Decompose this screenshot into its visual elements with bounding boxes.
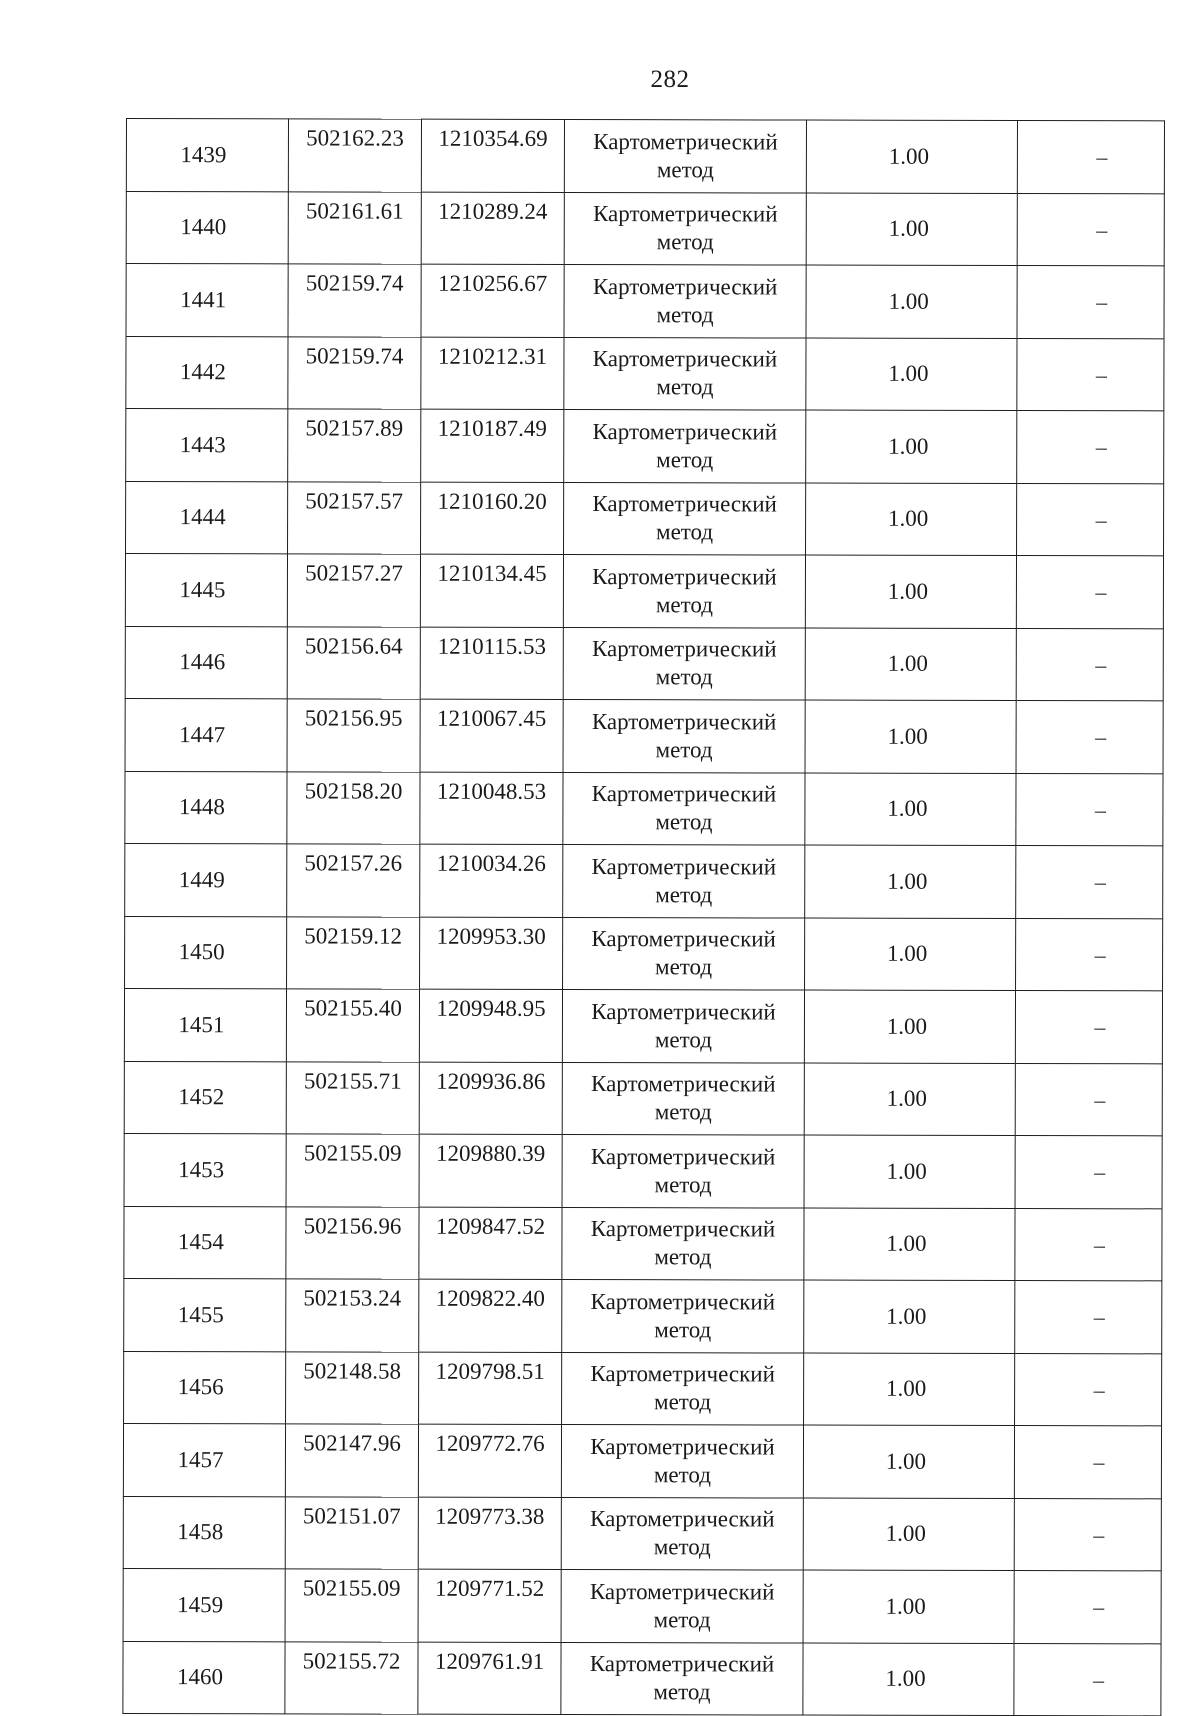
- method-line-1: Картометрический: [590, 1143, 776, 1170]
- method-line-2: метод: [654, 1099, 712, 1125]
- description-cell: –: [1017, 266, 1164, 339]
- table-row: [126, 264, 1164, 339]
- table-row: [124, 1351, 1162, 1426]
- description-cell: –: [1016, 918, 1163, 991]
- method-line-2: метод: [655, 736, 713, 763]
- table-row: [126, 481, 1164, 556]
- coordinate-y-cell: 1209798.51: [419, 1352, 562, 1425]
- method-line-2: метод: [653, 1461, 711, 1488]
- accuracy-cell: 1.00: [806, 410, 1017, 483]
- coordinate-y-cell: 1210212.31: [421, 337, 564, 410]
- method-line-1: Картометрический: [591, 708, 777, 735]
- coordinate-y-cell: 1210256.67: [421, 264, 564, 337]
- coordinate-x-cell: 502162.23: [288, 119, 421, 192]
- description-cell: –: [1016, 701, 1163, 774]
- method-line-2: метод: [653, 1606, 711, 1633]
- description-cell: –: [1017, 483, 1164, 556]
- coordinate-x-cell: 502147.96: [285, 1424, 418, 1497]
- table-row: [125, 916, 1163, 991]
- page-number: 282: [650, 66, 690, 93]
- coordinate-x-cell: 502153.24: [286, 1279, 419, 1352]
- method-line-2: метод: [655, 881, 713, 908]
- method-line-1: Картометрический: [590, 1433, 775, 1460]
- coordinate-y-cell: 1209948.95: [419, 989, 562, 1062]
- method-line-1: Картометрический: [592, 201, 778, 227]
- accuracy-cell: 1.00: [804, 1063, 1015, 1136]
- coordinate-y-cell: 1209773.38: [418, 1497, 561, 1570]
- accuracy-cell: 1.00: [806, 483, 1017, 556]
- accuracy-cell: 1.00: [805, 700, 1016, 773]
- table-row: [124, 988, 1162, 1063]
- accuracy-cell: 1.00: [806, 265, 1017, 338]
- method-line-1: Картометрический: [592, 636, 777, 662]
- coordinate-y-cell: 1210034.26: [420, 844, 563, 917]
- description-cell: –: [1015, 991, 1162, 1064]
- method-line-2: метод: [654, 1389, 712, 1415]
- method-line-2: метод: [656, 229, 714, 255]
- table-row: [124, 1133, 1162, 1208]
- point-number-cell: 1443: [126, 409, 288, 482]
- table-row: [123, 1641, 1161, 1716]
- coordinate-y-cell: 1210187.49: [421, 409, 564, 482]
- accuracy-cell: 1.00: [804, 1135, 1015, 1208]
- table-row: [124, 1061, 1162, 1136]
- coordinate-x-cell: 502161.61: [288, 191, 421, 264]
- method-line-2: метод: [654, 1244, 712, 1270]
- description-cell: –: [1015, 1281, 1162, 1354]
- point-number-cell: 1450: [125, 916, 287, 989]
- accuracy-cell: 1.00: [804, 990, 1015, 1063]
- accuracy-cell: 1.00: [804, 1280, 1015, 1353]
- coordinate-x-cell: 502157.57: [288, 481, 421, 554]
- method-line-1: Картометрический: [590, 1288, 776, 1315]
- method-line-2: метод: [656, 446, 714, 473]
- coordinate-y-cell: 1209936.86: [419, 1062, 562, 1135]
- description-cell: –: [1014, 1571, 1161, 1644]
- coordinate-y-cell: 1210115.53: [420, 627, 563, 700]
- accuracy-cell: 1.00: [805, 628, 1016, 701]
- method-line-1: Картометрический: [591, 781, 777, 807]
- method-cell: [563, 917, 805, 990]
- coordinate-y-cell: 1210048.53: [420, 772, 563, 845]
- method-line-2: метод: [654, 1171, 712, 1198]
- description-cell: –: [1014, 1643, 1161, 1716]
- description-cell: –: [1015, 1136, 1162, 1209]
- table-row: [126, 191, 1164, 266]
- method-line-2: метод: [656, 301, 714, 328]
- description-cell: –: [1016, 628, 1163, 701]
- method-line-2: метод: [655, 954, 713, 980]
- table-row: [124, 1278, 1162, 1353]
- method-line-2: метод: [655, 809, 713, 835]
- method-line-1: Картометрический: [591, 926, 776, 952]
- coordinate-y-cell: 1210354.69: [421, 119, 564, 192]
- point-number-cell: 1444: [126, 481, 288, 554]
- coordinate-x-cell: 502157.89: [288, 409, 421, 482]
- method-cell: [564, 264, 806, 337]
- coordinate-y-cell: 1210067.45: [420, 699, 563, 772]
- coordinate-x-cell: 502155.72: [285, 1641, 418, 1714]
- point-number-cell: 1458: [123, 1496, 285, 1569]
- point-number-cell: 1440: [126, 191, 288, 264]
- description-cell: –: [1016, 556, 1163, 629]
- method-cell: [564, 409, 806, 482]
- coordinate-x-cell: 502156.64: [287, 626, 420, 699]
- table-row: [125, 771, 1163, 846]
- method-line-1: Картометрический: [593, 128, 778, 155]
- point-number-cell: 1455: [124, 1278, 286, 1351]
- coordinate-x-cell: 502158.20: [287, 771, 420, 844]
- coordinate-y-cell: 1210160.20: [421, 482, 564, 555]
- coordinate-y-cell: 1209761.91: [418, 1642, 561, 1715]
- table-row: [123, 1568, 1161, 1643]
- method-line-2: метод: [653, 1679, 711, 1705]
- coordinate-x-cell: 502155.40: [286, 989, 419, 1062]
- method-line-1: Картометрический: [589, 1651, 775, 1677]
- accuracy-cell: 1.00: [803, 1570, 1014, 1643]
- method-cell: [562, 1279, 804, 1352]
- point-number-cell: 1447: [125, 698, 287, 771]
- coordinate-y-cell: 1209771.52: [418, 1569, 561, 1642]
- method-line-2: метод: [655, 591, 713, 618]
- coordinate-y-cell: 1210134.45: [420, 554, 563, 627]
- coordinate-y-cell: 1210289.24: [421, 192, 564, 265]
- method-cell: [564, 482, 806, 555]
- table-row: [126, 119, 1164, 194]
- description-cell: –: [1017, 338, 1164, 411]
- method-line-1: Картометрический: [590, 1361, 775, 1387]
- description-cell: –: [1015, 1063, 1162, 1136]
- method-cell: [562, 989, 804, 1062]
- method-cell: [563, 772, 805, 845]
- method-line-2: метод: [653, 1534, 711, 1560]
- method-cell: [564, 192, 806, 265]
- point-number-cell: 1452: [124, 1061, 286, 1134]
- point-number-cell: 1439: [126, 119, 288, 192]
- coordinate-x-cell: 502155.09: [286, 1134, 419, 1207]
- table-row: [125, 698, 1163, 773]
- coordinate-y-cell: 1209772.76: [418, 1424, 561, 1497]
- accuracy-cell: 1.00: [805, 918, 1016, 991]
- method-cell: [562, 1134, 804, 1207]
- coordinate-y-cell: 1209847.52: [419, 1207, 562, 1280]
- coordinate-x-cell: 502159.74: [288, 264, 421, 337]
- coordinates-table: [122, 118, 1165, 1716]
- coordinate-x-cell: 502156.95: [287, 699, 420, 772]
- table-row: [125, 554, 1163, 629]
- method-line-1: Картометрический: [592, 563, 777, 590]
- accuracy-cell: 1.00: [804, 1353, 1015, 1426]
- coordinate-y-cell: 1209880.39: [419, 1134, 562, 1207]
- accuracy-cell: 1.00: [803, 1425, 1014, 1498]
- coordinate-x-cell: 502159.12: [287, 916, 420, 989]
- point-number-cell: 1441: [126, 264, 288, 337]
- method-line-1: Картометрический: [592, 346, 778, 372]
- method-line-1: Картометрический: [590, 1506, 775, 1532]
- description-cell: –: [1016, 773, 1163, 846]
- method-cell: [564, 119, 806, 192]
- table-row: [123, 1423, 1161, 1498]
- method-cell: [562, 1062, 804, 1135]
- description-cell: –: [1014, 1426, 1161, 1499]
- table-row: [125, 843, 1163, 918]
- method-cell: [561, 1424, 803, 1497]
- table-row: [126, 336, 1164, 411]
- point-number-cell: 1445: [125, 554, 287, 627]
- point-number-cell: 1456: [124, 1351, 286, 1424]
- table-row: [124, 1206, 1162, 1281]
- coordinate-x-cell: 502155.71: [286, 1061, 419, 1134]
- coordinate-x-cell: 502148.58: [286, 1351, 419, 1424]
- accuracy-cell: 1.00: [806, 338, 1017, 411]
- point-number-cell: 1449: [125, 843, 287, 916]
- point-number-cell: 1442: [126, 336, 288, 409]
- coordinate-x-cell: 502156.96: [286, 1206, 419, 1279]
- table-row: [125, 626, 1163, 701]
- method-cell: [562, 1207, 804, 1280]
- coordinate-x-cell: 502151.07: [285, 1496, 418, 1569]
- method-line-2: метод: [654, 1316, 712, 1343]
- method-cell: [563, 844, 805, 917]
- description-cell: –: [1017, 193, 1164, 266]
- accuracy-cell: 1.00: [805, 845, 1016, 918]
- coordinate-x-cell: 502157.27: [287, 554, 420, 627]
- method-cell: [561, 1569, 803, 1642]
- table-row: [126, 409, 1164, 484]
- method-cell: [563, 699, 805, 772]
- point-number-cell: 1446: [125, 626, 287, 699]
- description-cell: –: [1015, 1353, 1162, 1426]
- accuracy-cell: 1.00: [804, 1208, 1015, 1281]
- method-line-1: Картометрический: [591, 998, 776, 1025]
- point-number-cell: 1457: [123, 1423, 285, 1496]
- accuracy-cell: 1.00: [803, 1498, 1014, 1571]
- method-cell: [563, 554, 805, 627]
- coordinate-x-cell: 502157.26: [287, 844, 420, 917]
- point-number-cell: 1454: [124, 1206, 286, 1279]
- method-line-2: метод: [656, 519, 714, 545]
- method-line-1: Картометрический: [590, 1216, 776, 1242]
- method-cell: [562, 1352, 804, 1425]
- description-cell: –: [1016, 846, 1163, 919]
- method-line-1: Картометрический: [591, 1071, 776, 1097]
- description-cell: –: [1015, 1208, 1162, 1281]
- method-cell: [561, 1497, 803, 1570]
- method-line-2: метод: [654, 1026, 712, 1053]
- method-line-2: метод: [656, 374, 714, 400]
- method-line-2: метод: [655, 664, 713, 690]
- table-body: [123, 119, 1165, 1716]
- accuracy-cell: 1.00: [805, 773, 1016, 846]
- method-line-1: Картометрический: [591, 853, 777, 880]
- point-number-cell: 1451: [124, 988, 286, 1061]
- accuracy-cell: 1.00: [806, 193, 1017, 266]
- coordinate-x-cell: 502155.09: [285, 1569, 418, 1642]
- point-number-cell: 1448: [125, 771, 287, 844]
- coordinate-x-cell: 502159.74: [288, 336, 421, 409]
- table-row: [123, 1496, 1161, 1571]
- coordinate-y-cell: 1209822.40: [419, 1279, 562, 1352]
- method-line-1: Картометрический: [592, 273, 778, 300]
- method-line-1: Картометрический: [592, 491, 777, 517]
- point-number-cell: 1460: [123, 1641, 285, 1714]
- method-cell: [561, 1642, 803, 1715]
- accuracy-cell: 1.00: [806, 120, 1017, 193]
- method-line-1: Картометрический: [592, 418, 778, 445]
- description-cell: –: [1017, 121, 1164, 194]
- coordinate-y-cell: 1209953.30: [420, 917, 563, 990]
- accuracy-cell: 1.00: [805, 555, 1016, 628]
- accuracy-cell: 1.00: [803, 1643, 1014, 1716]
- description-cell: –: [1017, 411, 1164, 484]
- method-line-2: метод: [656, 156, 714, 183]
- method-line-1: Картометрический: [589, 1578, 775, 1605]
- method-cell: [564, 337, 806, 410]
- method-cell: [563, 627, 805, 700]
- point-number-cell: 1459: [123, 1568, 285, 1641]
- description-cell: –: [1014, 1498, 1161, 1571]
- point-number-cell: 1453: [124, 1133, 286, 1206]
